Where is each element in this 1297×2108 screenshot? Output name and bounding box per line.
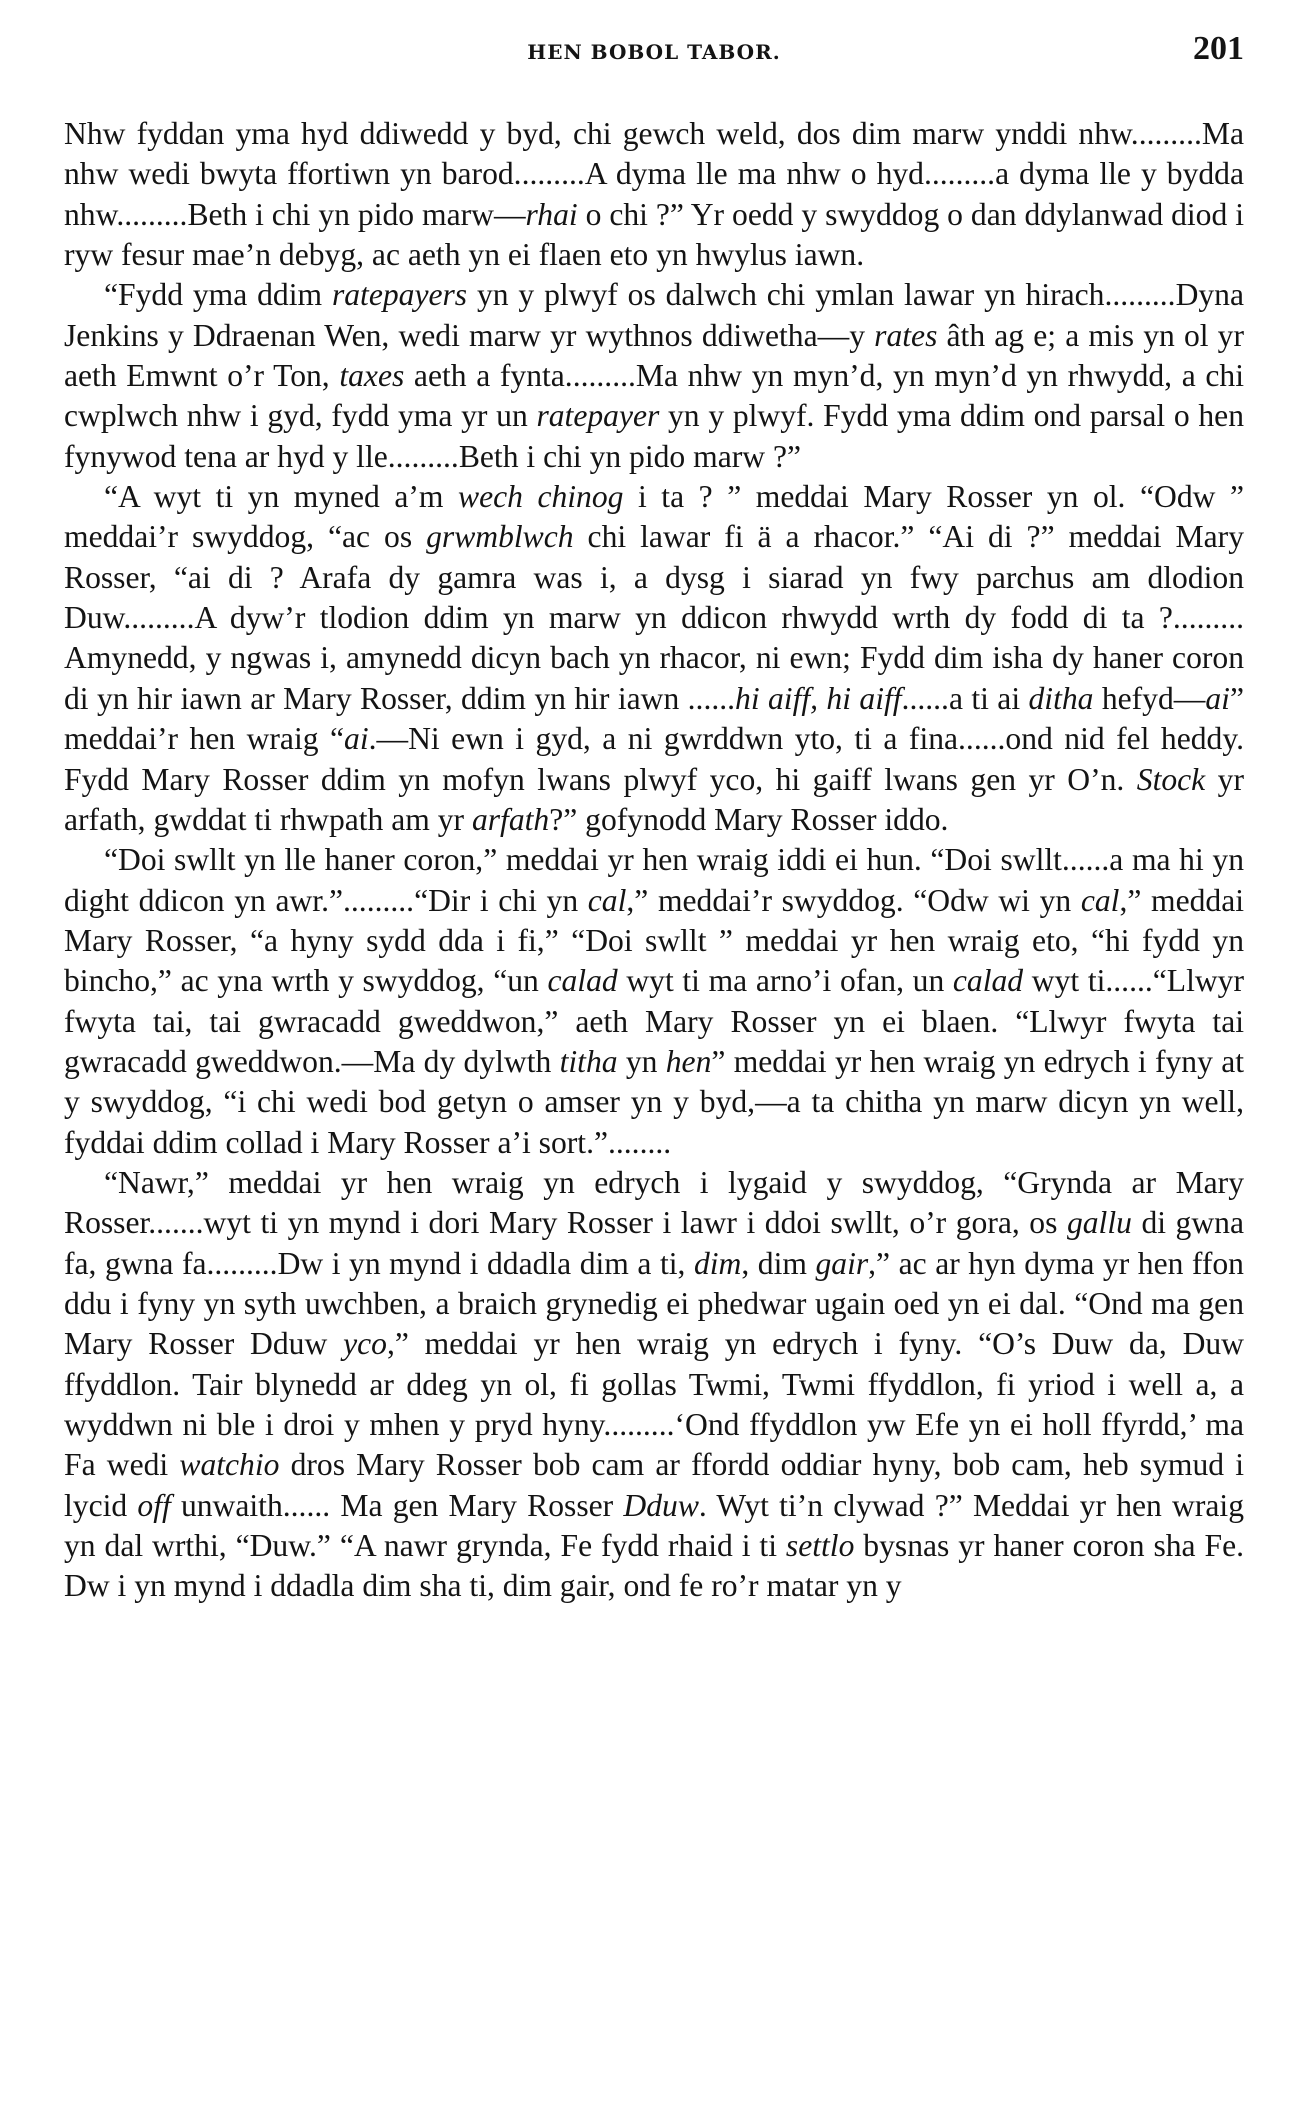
italic-text: calad [547, 963, 618, 999]
book-page [64, 18, 1244, 1607]
text-segment: ” meddai yr hen wraig yn edrych i fyny at y swyddog, “i chi wedi bod getyn o amser yn y byd,—a ta chitha yn marw dicyn yn well, fyddai ddim collad i Mary Rosser a’i sort.”........ [64, 1043, 1245, 1160]
italic-text: wech chinog [458, 479, 624, 515]
italic-text: arfath [471, 801, 550, 837]
italic-text: Dduw [623, 1487, 699, 1523]
text-segment: wyt ti ma arno’i ofan, un [617, 963, 953, 999]
text-segment: “Fydd yma ddim [104, 277, 332, 313]
italic-text: settlo [785, 1528, 855, 1564]
text-segment: i ta ? ” meddai Mary Rosser yn ol. “Odw ” meddai’r swyddog, “ac os [64, 479, 1244, 555]
text-segment: âth ag e; a mis yn ol yr aeth Emwnt o’r Ton, [64, 317, 1244, 394]
text-segment: yn y plwyf os dalwch chi ymlan lawar yn hirach.........Dyna Jenkins y Ddraenan Wen, wedi marw yr wythnos ddiwetha—y [64, 277, 1244, 353]
text-segment: ” meddai’r hen wraig “ [64, 680, 1244, 757]
page-header [64, 18, 1244, 74]
running-title: HEN BOBOL TABOR. [527, 40, 781, 64]
italic-text: gair [815, 1245, 869, 1281]
italic-text: taxes [339, 358, 405, 394]
text-segment: “Doi swllt yn lle haner coron,” meddai yr hen wraig iddi ei hun. “Doi swllt......a ma hi yn dight ddicon yn awr.”.........“Dir i chi yn [64, 842, 1244, 918]
page-number: 201 [1193, 30, 1244, 67]
italic-text: off [137, 1487, 171, 1523]
text-segment: yn [617, 1043, 666, 1079]
italic-text: ratepayers [331, 277, 468, 313]
text-segment: ,” ac ar hyn dyma yr hen ffon ddu i fyny yn syth uwchben, a braich grynedig ei phedwar ugain oed yn ei dal. “Ond ma gen Mary Rosser Dduw [64, 1245, 1244, 1362]
italic-text: rhai [525, 196, 578, 232]
italic-text: Stock [1136, 761, 1206, 797]
text-segment: hefyd— [1093, 680, 1206, 716]
text-segment: ?” gofynodd Mary Rosser iddo. [549, 801, 949, 837]
text-segment: dros Mary Rosser bob cam ar ffordd oddiar hyny, bob cam, heb symud i lycid [64, 1447, 1245, 1523]
text-segment: ......a ti ai [901, 680, 1029, 716]
italic-text: ai [344, 721, 369, 757]
text-segment: chi lawar fi ä a rhacor.” “Ai di ?” meddai Mary Rosser, “ai di ? Arafa dy gamra was i, a dysg i siarad yn fwy parchus am dlodion Duw.........A dyw’r tlodion ddim yn marw yn ddicon rhwydd wrth dy fodd di ta ?......... Amynedd, y ngwas i, amynedd dicyn bach yn rhacor, ni ewn; Fydd dim isha dy haner coron di yn hir iawn ar Mary Rosser, ddim yn hir iawn ...... [64, 519, 1244, 716]
text-segment: o chi ?” Yr oedd y swyddog o dan ddylanwad diod i ryw fesur mae’n debyg, ac aeth yn ei flaen eto yn hwylus iawn. [64, 196, 1244, 273]
text-segment: , dim [741, 1245, 816, 1281]
italic-text: rates [874, 317, 938, 353]
italic-text: gallu [1066, 1205, 1132, 1241]
italic-text: titha [559, 1043, 618, 1079]
text-segment: aeth a fynta.........Ma nhw yn myn’d, yn myn’d yn rhwydd, a chi cwplwch nhw i gyd, fydd yma yr un [64, 358, 1244, 434]
italic-text: ditha [1028, 680, 1094, 716]
text-segment: yr arfath, gwddat ti rhwpath am yr [64, 761, 1244, 837]
italic-text: watchio [179, 1447, 280, 1483]
text-segment: ,” meddai Mary Rosser, “a hyny sydd dda i fi,” “Doi swllt ” meddai yr hen wraig eto, “hi fydd yn bincho,” ac yna wrth y swyddog, “un [64, 882, 1244, 999]
text-segment: .—Ni ewn i gyd, a ni gwrddwn yto, ti a fina......ond nid fel heddy. Fydd Mary Rosser ddim yn mofyn lwans plwyf yco, hi gaiff lwans gen yr O’n. [64, 721, 1244, 797]
italic-text: hen [665, 1043, 712, 1079]
text-segment: ,” meddai yr hen wraig yn edrych i fyny. “O’s Duw da, Duw ffyddlon. Tair blynedd ar ddeg yn ol, fi gollas Twmi, Twmi ffyddlon, fi yriod i well a, a wyddwn ni ble i droi y mhen y pryd hyny.........‘Ond ffyddlon yw Efe yn ei holl ffyrdd,’ ma Fa wedi [64, 1326, 1244, 1483]
italic-text: ratepayer [536, 398, 660, 434]
italic-text: dim [693, 1245, 742, 1281]
text-segment: di gwna fa, gwna fa.........Dw i yn mynd i ddadla dim a ti, [64, 1205, 1244, 1281]
italic-text: yco [343, 1326, 387, 1362]
italic-text: ai [1205, 680, 1230, 716]
text-segment: “Nawr,” meddai yr hen wraig yn edrych i lygaid y swyddog, “Grynda ar Mary Rosser.......wyt ti yn mynd i dori Mary Rosser i lawr i ddoi swllt, o’r gora, os [64, 1164, 1244, 1241]
text-segment: unwaith...... Ma gen Mary Rosser [170, 1487, 624, 1523]
paragraph [64, 840, 1244, 1163]
body-text [64, 114, 1244, 1607]
italic-text: calad [952, 963, 1024, 999]
paragraph [64, 477, 1244, 840]
text-segment: . Wyt ti’n clywad ?” Meddai yr hen wraig yn dal wrthi, “Duw.” “A nawr grynda, Fe fydd rhaid i ti [64, 1487, 1244, 1564]
text-segment: Nhw fyddan yma hyd ddiwedd y byd, chi gewch weld, dos dim marw ynddi nhw.........Ma nhw wedi bwyta ffortiwn yn barod.........A dyma lle ma nhw o hyd.........a dyma lle y bydda nhw.........Beth i chi yn pido marw— [64, 116, 1244, 232]
text-segment: wyt ti......“Llwyr fwyta tai, tai gwracadd gweddwon,” aeth Mary Rosser yn ei blaen. “Llwyr fwyta tai gwracadd gweddwon.—Ma dy dylwth [64, 963, 1244, 1079]
italic-text: grwmblwch [426, 519, 574, 555]
italic-text: cal [1080, 882, 1120, 918]
paragraph [64, 275, 1244, 477]
text-segment: bysnas yr haner coron sha Fe. Dw i yn mynd i ddadla dim sha ti, dim gair, ond fe ro’r matar yn y [64, 1528, 1244, 1604]
text-segment: ,” meddai’r swyddog. “Odw wi yn [626, 882, 1081, 918]
paragraph [64, 114, 1244, 275]
text-segment: “A wyt ti yn myned a’m [104, 479, 458, 515]
text-segment: yn y plwyf. Fydd yma ddim ond parsal o hen fynywod tena ar hyd y lle.........Beth i chi yn pido marw ?” [64, 398, 1244, 474]
italic-text: hi aiff, hi aiff [735, 680, 902, 716]
italic-text: cal [587, 882, 627, 918]
paragraph [64, 1163, 1244, 1607]
